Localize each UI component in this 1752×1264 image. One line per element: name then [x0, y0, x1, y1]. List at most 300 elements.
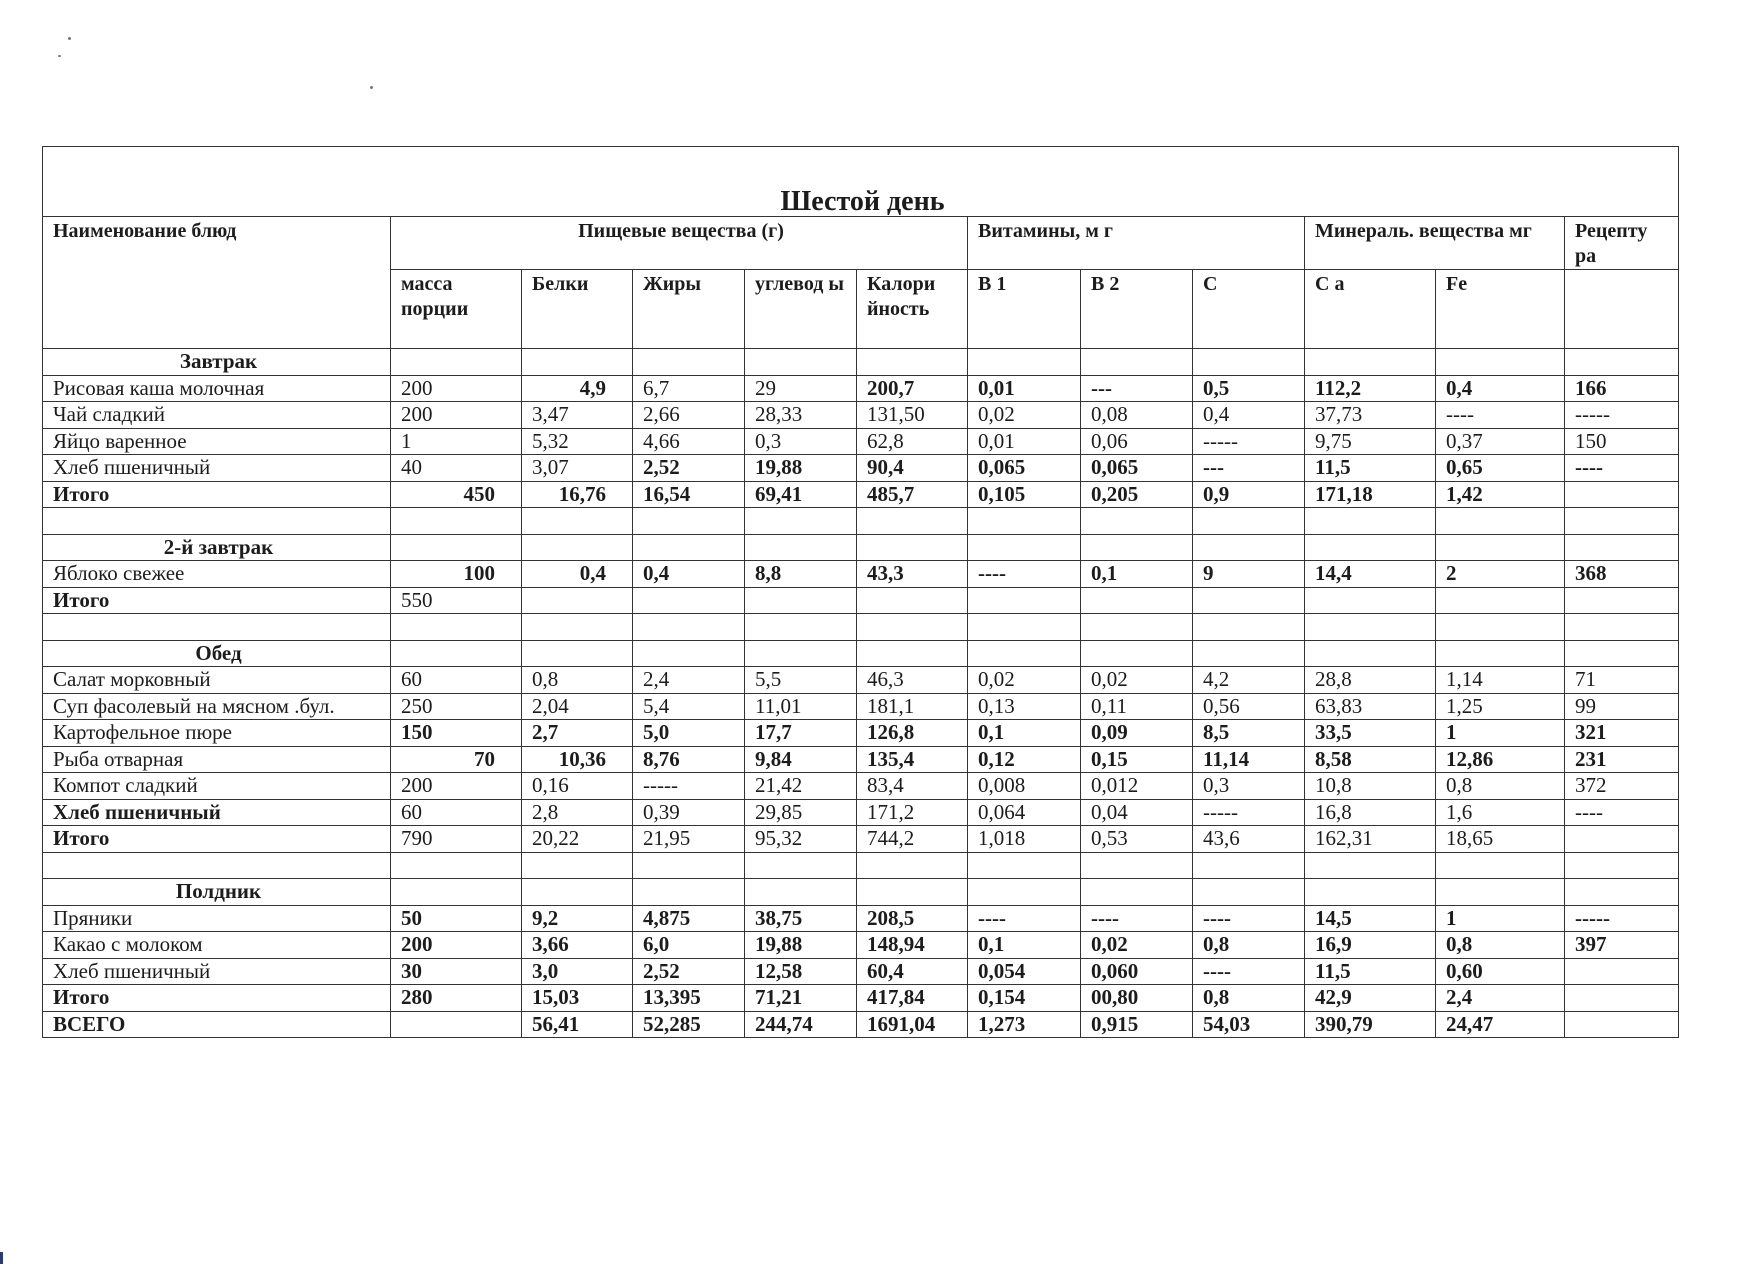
cell-carbs: 69,41 [745, 481, 857, 508]
empty-cell [1565, 879, 1679, 906]
cell-recipe [1565, 481, 1679, 508]
cell-b1: 0,02 [968, 402, 1081, 429]
cell-b1: 1,018 [968, 826, 1081, 853]
empty-cell [522, 534, 633, 561]
empty-cell [522, 640, 633, 667]
empty-cell [857, 508, 968, 535]
cell-ca: 42,9 [1305, 985, 1436, 1012]
cell-b2: 0,06 [1081, 428, 1193, 455]
scan-speck [58, 55, 61, 57]
cell-carbs: 5,5 [745, 667, 857, 694]
empty-cell [745, 879, 857, 906]
spacer-row [43, 614, 1679, 641]
empty-cell [43, 614, 391, 641]
table-row [43, 481, 1679, 508]
cell-proteins: 10,36 [522, 746, 633, 773]
cell-fe: 18,65 [1436, 826, 1565, 853]
cell-c: ---- [1193, 958, 1305, 985]
cell-b2: 0,09 [1081, 720, 1193, 747]
empty-cell [633, 879, 745, 906]
cell-recipe: ----- [1565, 402, 1679, 429]
table-row [43, 428, 1679, 455]
section-title: Обед [43, 640, 391, 667]
empty-cell [1081, 614, 1193, 641]
table-row [43, 720, 1679, 747]
empty-cell [633, 508, 745, 535]
cell-ca: 171,18 [1305, 481, 1436, 508]
header-recipe-blank [1565, 270, 1679, 349]
cell-calories: 171,2 [857, 799, 968, 826]
cell-mass: 30 [391, 958, 522, 985]
empty-cell [1081, 349, 1193, 376]
empty-cell [1305, 879, 1436, 906]
cell-fats: 2,52 [633, 455, 745, 482]
table-row [43, 799, 1679, 826]
header-ca: С а [1305, 270, 1436, 349]
cell-calories: 208,5 [857, 905, 968, 932]
empty-cell [1081, 508, 1193, 535]
empty-cell [1193, 349, 1305, 376]
section-title: Полдник [43, 879, 391, 906]
table-row [43, 375, 1679, 402]
cell-recipe: 166 [1565, 375, 1679, 402]
cell-proteins [522, 587, 633, 614]
empty-cell [1436, 879, 1565, 906]
header-carbs: углевод ы [745, 270, 857, 349]
table-row [43, 587, 1679, 614]
cell-mass: 280 [391, 985, 522, 1012]
empty-cell [1436, 349, 1565, 376]
cell-c: 4,2 [1193, 667, 1305, 694]
empty-cell [1193, 614, 1305, 641]
table-row [43, 826, 1679, 853]
cell-ca: 14,4 [1305, 561, 1436, 588]
cell-b2: 0,060 [1081, 958, 1193, 985]
cell-carbs: 12,58 [745, 958, 857, 985]
header-vitamins: Витамины, м г [968, 217, 1305, 270]
cell-recipe: 372 [1565, 773, 1679, 800]
cell-c: ---- [1193, 905, 1305, 932]
cell-b1 [968, 587, 1081, 614]
cell-fats: 6,7 [633, 375, 745, 402]
cell-b2: 0,53 [1081, 826, 1193, 853]
cell-b1: 0,01 [968, 428, 1081, 455]
empty-cell [1436, 508, 1565, 535]
empty-cell [1081, 852, 1193, 879]
cell-mass: 200 [391, 402, 522, 429]
header-mass: масса порции [391, 270, 522, 349]
cell-ca: 28,8 [1305, 667, 1436, 694]
table-row [43, 773, 1679, 800]
empty-cell [968, 879, 1081, 906]
cell-mass: 40 [391, 455, 522, 482]
cell-b1: 0,01 [968, 375, 1081, 402]
cell-ca: 16,8 [1305, 799, 1436, 826]
empty-cell [391, 534, 522, 561]
empty-cell [522, 879, 633, 906]
header-recipe: Рецепту ра [1565, 217, 1679, 270]
empty-cell [633, 614, 745, 641]
cell-proteins: 0,4 [522, 561, 633, 588]
cell-fe [1436, 587, 1565, 614]
header-row-groups [43, 217, 1679, 270]
cell-ca: 11,5 [1305, 455, 1436, 482]
empty-cell [633, 852, 745, 879]
cell-calories: 46,3 [857, 667, 968, 694]
cell-b2: 0,205 [1081, 481, 1193, 508]
empty-cell [1436, 852, 1565, 879]
cell-carbs: 29 [745, 375, 857, 402]
cell-fats: 5,0 [633, 720, 745, 747]
cell-b1: 0,154 [968, 985, 1081, 1012]
cell-mass: 200 [391, 773, 522, 800]
cell-ca: 162,31 [1305, 826, 1436, 853]
cell-fats: 13,395 [633, 985, 745, 1012]
table-row [43, 905, 1679, 932]
empty-cell [43, 852, 391, 879]
cell-fe: 2 [1436, 561, 1565, 588]
cell-mass: 60 [391, 799, 522, 826]
cell-fats: 52,285 [633, 1011, 745, 1038]
empty-cell [857, 534, 968, 561]
cell-proteins: 9,2 [522, 905, 633, 932]
empty-cell [391, 879, 522, 906]
cell-fe: 1 [1436, 720, 1565, 747]
cell-c: ----- [1193, 428, 1305, 455]
cell-recipe: 368 [1565, 561, 1679, 588]
cell-mass: 550 [391, 587, 522, 614]
cell-fats: 4,875 [633, 905, 745, 932]
cell-b1: 0,105 [968, 481, 1081, 508]
cell-fe: 0,8 [1436, 932, 1565, 959]
cell-carbs: 0,3 [745, 428, 857, 455]
empty-cell [1193, 508, 1305, 535]
table-row [43, 561, 1679, 588]
cell-fats: ----- [633, 773, 745, 800]
empty-cell [1305, 349, 1436, 376]
cell-fe: ---- [1436, 402, 1565, 429]
cell-proteins: 3,07 [522, 455, 633, 482]
section-row [43, 349, 1679, 376]
empty-cell [1565, 614, 1679, 641]
empty-cell [968, 349, 1081, 376]
cell-c: 8,5 [1193, 720, 1305, 747]
empty-cell [1305, 852, 1436, 879]
cell-b2: 0,065 [1081, 455, 1193, 482]
empty-cell [857, 852, 968, 879]
dish-name-cell: Итого [43, 587, 391, 614]
cell-c: 0,3 [1193, 773, 1305, 800]
cell-fe: 0,4 [1436, 375, 1565, 402]
sheet-edge [0, 1252, 3, 1264]
cell-carbs: 11,01 [745, 693, 857, 720]
cell-b1: 0,064 [968, 799, 1081, 826]
cell-calories: 60,4 [857, 958, 968, 985]
dish-name-cell: Хлеб пшеничный [43, 958, 391, 985]
table-row [43, 985, 1679, 1012]
cell-recipe: 231 [1565, 746, 1679, 773]
empty-cell [391, 614, 522, 641]
cell-fats: 5,4 [633, 693, 745, 720]
dish-name-cell: Какао с молоком [43, 932, 391, 959]
dish-name-cell: Рисовая каша молочная [43, 375, 391, 402]
cell-b2: 00,80 [1081, 985, 1193, 1012]
empty-cell [857, 640, 968, 667]
empty-cell [1193, 879, 1305, 906]
cell-calories: 485,7 [857, 481, 968, 508]
dish-name-cell: Итого [43, 481, 391, 508]
cell-fats [633, 587, 745, 614]
table-row [43, 958, 1679, 985]
dish-name-cell: Картофельное пюре [43, 720, 391, 747]
cell-b1: 1,273 [968, 1011, 1081, 1038]
section-row [43, 640, 1679, 667]
cell-proteins: 20,22 [522, 826, 633, 853]
table-row [43, 667, 1679, 694]
empty-cell [745, 349, 857, 376]
cell-c [1193, 587, 1305, 614]
cell-recipe: 71 [1565, 667, 1679, 694]
spacer-row [43, 852, 1679, 879]
cell-fe: 1 [1436, 905, 1565, 932]
cell-b2: 0,08 [1081, 402, 1193, 429]
cell-proteins: 4,9 [522, 375, 633, 402]
cell-c: 0,4 [1193, 402, 1305, 429]
header-b2: В 2 [1081, 270, 1193, 349]
cell-b1: 0,12 [968, 746, 1081, 773]
cell-ca: 9,75 [1305, 428, 1436, 455]
header-b1: В 1 [968, 270, 1081, 349]
cell-fats: 8,76 [633, 746, 745, 773]
section-title: Завтрак [43, 349, 391, 376]
cell-c: 54,03 [1193, 1011, 1305, 1038]
empty-cell [43, 508, 391, 535]
cell-recipe: 321 [1565, 720, 1679, 747]
cell-ca: 8,58 [1305, 746, 1436, 773]
empty-cell [857, 614, 968, 641]
cell-proteins: 5,32 [522, 428, 633, 455]
section-row [43, 879, 1679, 906]
cell-recipe: ---- [1565, 455, 1679, 482]
cell-c: 0,9 [1193, 481, 1305, 508]
empty-cell [968, 640, 1081, 667]
empty-cell [1565, 508, 1679, 535]
cell-fe: 24,47 [1436, 1011, 1565, 1038]
cell-c: 11,14 [1193, 746, 1305, 773]
cell-proteins: 2,7 [522, 720, 633, 747]
empty-cell [1193, 534, 1305, 561]
empty-cell [857, 349, 968, 376]
cell-calories [857, 587, 968, 614]
cell-mass [391, 1011, 522, 1038]
cell-proteins: 16,76 [522, 481, 633, 508]
cell-recipe [1565, 1011, 1679, 1038]
page-title: Шестой день [43, 147, 1679, 217]
empty-cell [1305, 534, 1436, 561]
empty-cell [1565, 534, 1679, 561]
nutrition-table [42, 146, 1679, 1038]
empty-cell [745, 614, 857, 641]
empty-cell [1436, 534, 1565, 561]
cell-mass: 50 [391, 905, 522, 932]
cell-carbs: 17,7 [745, 720, 857, 747]
empty-cell [968, 534, 1081, 561]
cell-fats: 16,54 [633, 481, 745, 508]
cell-b2: 0,15 [1081, 746, 1193, 773]
header-proteins: Белки [522, 270, 633, 349]
empty-cell [1305, 614, 1436, 641]
table-row [43, 693, 1679, 720]
dish-name-cell: Пряники [43, 905, 391, 932]
cell-fats: 0,4 [633, 561, 745, 588]
cell-c: 0,8 [1193, 932, 1305, 959]
scan-speck [68, 37, 71, 40]
cell-recipe: 397 [1565, 932, 1679, 959]
cell-c: 9 [1193, 561, 1305, 588]
cell-mass: 100 [391, 561, 522, 588]
cell-fe: 1,25 [1436, 693, 1565, 720]
cell-b1: 0,02 [968, 667, 1081, 694]
cell-recipe: 150 [1565, 428, 1679, 455]
empty-cell [633, 640, 745, 667]
empty-cell [1193, 852, 1305, 879]
empty-cell [745, 852, 857, 879]
empty-cell [968, 614, 1081, 641]
cell-proteins: 15,03 [522, 985, 633, 1012]
cell-mass: 200 [391, 375, 522, 402]
empty-cell [522, 508, 633, 535]
dish-name-cell: Хлеб пшеничный [43, 455, 391, 482]
cell-calories: 417,84 [857, 985, 968, 1012]
cell-fe: 0,60 [1436, 958, 1565, 985]
cell-proteins: 2,04 [522, 693, 633, 720]
cell-b2: 0,915 [1081, 1011, 1193, 1038]
cell-carbs: 21,42 [745, 773, 857, 800]
cell-fats: 2,52 [633, 958, 745, 985]
empty-cell [391, 640, 522, 667]
cell-b2 [1081, 587, 1193, 614]
cell-b1: 0,1 [968, 932, 1081, 959]
dish-name-cell: Рыба отварная [43, 746, 391, 773]
cell-calories: 131,50 [857, 402, 968, 429]
cell-ca: 33,5 [1305, 720, 1436, 747]
empty-cell [1436, 614, 1565, 641]
cell-carbs: 28,33 [745, 402, 857, 429]
empty-cell [522, 614, 633, 641]
dish-name-cell: Чай сладкий [43, 402, 391, 429]
cell-recipe [1565, 826, 1679, 853]
cell-recipe: 99 [1565, 693, 1679, 720]
empty-cell [1565, 852, 1679, 879]
cell-ca [1305, 587, 1436, 614]
table-row [43, 402, 1679, 429]
cell-recipe: ---- [1565, 799, 1679, 826]
empty-cell [1565, 640, 1679, 667]
empty-cell [633, 534, 745, 561]
cell-carbs: 244,74 [745, 1011, 857, 1038]
header-dish: Наименование блюд [43, 217, 391, 349]
dish-name-cell: Итого [43, 826, 391, 853]
empty-cell [968, 508, 1081, 535]
cell-mass: 790 [391, 826, 522, 853]
cell-ca: 390,79 [1305, 1011, 1436, 1038]
cell-c: 43,6 [1193, 826, 1305, 853]
empty-cell [745, 640, 857, 667]
cell-fe: 0,65 [1436, 455, 1565, 482]
header-c: С [1193, 270, 1305, 349]
cell-b1: 0,1 [968, 720, 1081, 747]
cell-c: 0,56 [1193, 693, 1305, 720]
empty-cell [391, 852, 522, 879]
empty-cell [1565, 349, 1679, 376]
empty-cell [745, 534, 857, 561]
cell-fe: 12,86 [1436, 746, 1565, 773]
header-fe: Fe [1436, 270, 1565, 349]
cell-ca: 63,83 [1305, 693, 1436, 720]
cell-calories: 62,8 [857, 428, 968, 455]
empty-cell [968, 852, 1081, 879]
cell-carbs: 71,21 [745, 985, 857, 1012]
cell-fe: 1,14 [1436, 667, 1565, 694]
empty-cell [1305, 508, 1436, 535]
cell-fats: 21,95 [633, 826, 745, 853]
cell-carbs: 19,88 [745, 455, 857, 482]
cell-carbs: 9,84 [745, 746, 857, 773]
dish-name-cell: Яйцо варенное [43, 428, 391, 455]
cell-calories: 43,3 [857, 561, 968, 588]
empty-cell [633, 349, 745, 376]
header-minerals: Минераль. вещества мг [1305, 217, 1565, 270]
cell-b2: 0,012 [1081, 773, 1193, 800]
cell-proteins: 3,0 [522, 958, 633, 985]
cell-fe: 1,6 [1436, 799, 1565, 826]
cell-proteins: 0,16 [522, 773, 633, 800]
dish-name-cell: ВСЕГО [43, 1011, 391, 1038]
cell-b1: 0,054 [968, 958, 1081, 985]
dish-name-cell: Компот сладкий [43, 773, 391, 800]
cell-proteins: 56,41 [522, 1011, 633, 1038]
cell-fats: 2,66 [633, 402, 745, 429]
header-fats: Жиры [633, 270, 745, 349]
cell-calories: 83,4 [857, 773, 968, 800]
cell-calories: 744,2 [857, 826, 968, 853]
table-row [43, 932, 1679, 959]
cell-carbs: 29,85 [745, 799, 857, 826]
cell-b1: ---- [968, 905, 1081, 932]
cell-ca: 16,9 [1305, 932, 1436, 959]
cell-fats: 2,4 [633, 667, 745, 694]
section-title: 2-й завтрак [43, 534, 391, 561]
cell-b1: 0,065 [968, 455, 1081, 482]
header-nutrients: Пищевые вещества (г) [391, 217, 968, 270]
cell-b2: 0,1 [1081, 561, 1193, 588]
cell-fe: 0,37 [1436, 428, 1565, 455]
cell-fats: 4,66 [633, 428, 745, 455]
cell-fe: 1,42 [1436, 481, 1565, 508]
cell-carbs: 95,32 [745, 826, 857, 853]
section-row [43, 534, 1679, 561]
empty-cell [522, 852, 633, 879]
cell-calories: 181,1 [857, 693, 968, 720]
cell-mass: 1 [391, 428, 522, 455]
cell-b2: --- [1081, 375, 1193, 402]
cell-mass: 450 [391, 481, 522, 508]
cell-b2: 0,04 [1081, 799, 1193, 826]
cell-c: ----- [1193, 799, 1305, 826]
empty-cell [1305, 640, 1436, 667]
empty-cell [745, 508, 857, 535]
cell-ca: 112,2 [1305, 375, 1436, 402]
